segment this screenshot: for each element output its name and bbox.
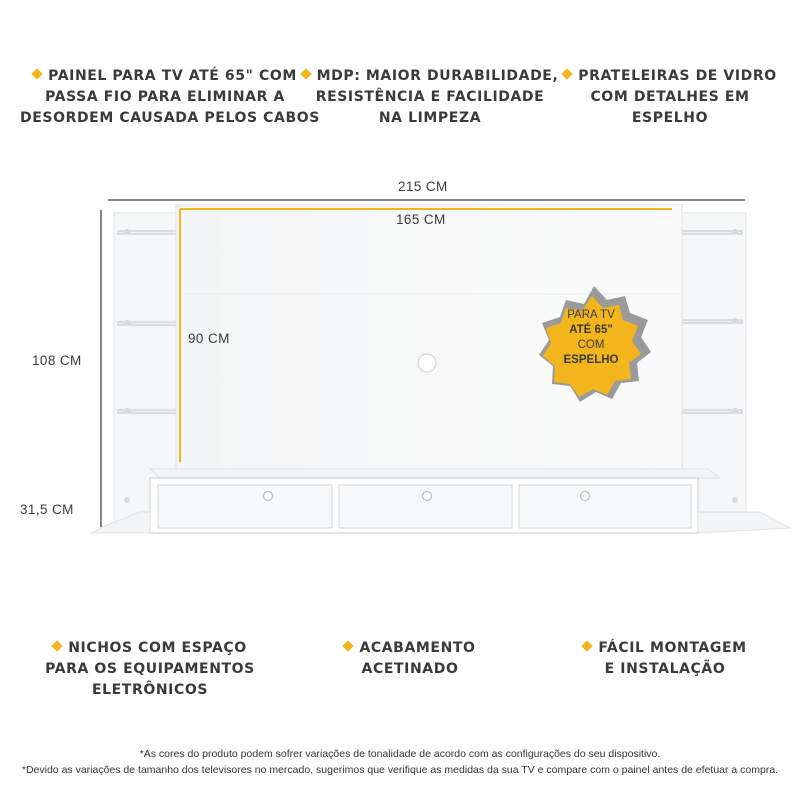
feature-finish: ACABAMENTO ACETINADO: [330, 638, 490, 680]
total-width-label: 215 CM: [398, 179, 448, 194]
panel-width-label: 165 CM: [396, 212, 446, 227]
disclaimer-tv-size: *Devido as variações de tamanho dos televisores no mercado, sugerimos que verifique as medidas da sua TV e compare com o painel antes de efetuar a compra.: [21, 764, 779, 776]
disclaimer-colors: *As cores do produto podem sofrer variações de tonalidade de acordo com as configurações do seu dispositivo.: [139, 748, 661, 760]
diamond-bullet-icon: [52, 640, 63, 651]
base-height-label: 31,5 CM: [20, 502, 74, 517]
badge-text: PARA TV ATÉ 65" COM ESPELHO: [563, 309, 619, 366]
diamond-bullet-icon: [343, 640, 354, 651]
feature-niches: NICHOS COM ESPAÇO PARA OS EQUIPAMENTOS ELETRÔNICOS: [45, 640, 255, 698]
cable-hole-icon: [418, 354, 436, 372]
feature-installation: FÁCIL MONTAGEM E INSTALAÇÃO: [570, 638, 760, 680]
feature-glass-shelves: PRATELEIRAS DE VIDRO COM DETALHES EM ESPELHO: [560, 66, 780, 129]
panel-height-label: 90 CM: [188, 331, 230, 346]
feature-mdp: MDP: MAIOR DURABILIDADE, RESISTÊNCIA E FACILIDADE NA LIMPEZA: [300, 66, 560, 129]
feature-tv-panel: PAINEL PARA TV ATÉ 65" COM PASSA FIO PARA ELIMINAR A DESORDEM CAUSADA PELOS CABOS: [20, 68, 320, 126]
rack-top: [150, 469, 720, 478]
total-height-label: 108 CM: [32, 353, 82, 368]
rack-niches: [158, 485, 691, 528]
diamond-bullet-icon: [582, 640, 593, 651]
